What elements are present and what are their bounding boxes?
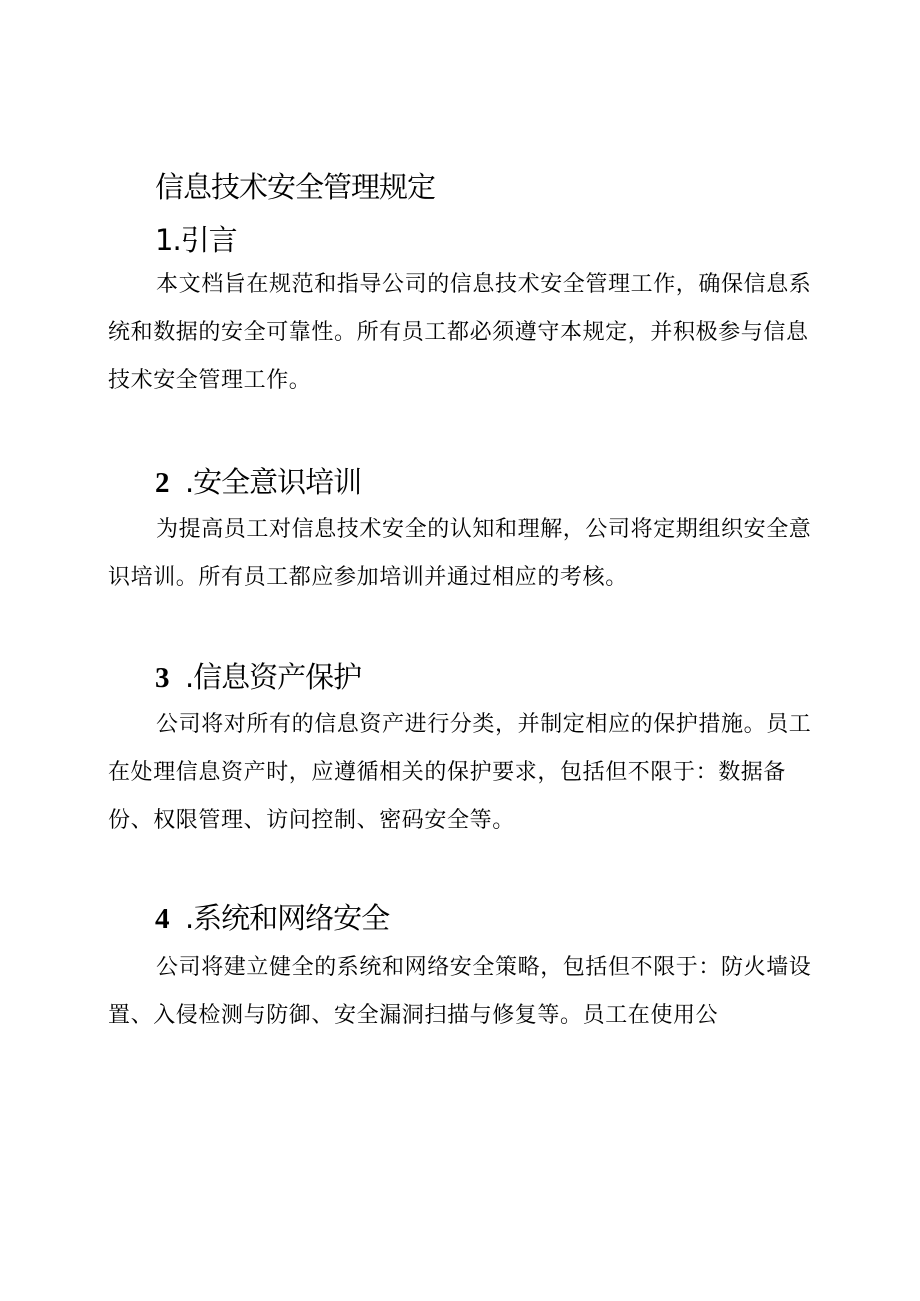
section-4-title: .系统和网络安全 xyxy=(184,901,390,935)
section-3-number: 3 xyxy=(155,662,169,694)
section-2-heading xyxy=(155,460,361,505)
section-3-heading xyxy=(155,655,361,700)
section-3-title: .信息资产保护 xyxy=(184,660,362,694)
section-1-number: 1. xyxy=(155,223,181,257)
document-title: 信息技术安全管理规定 xyxy=(155,170,436,204)
section-4-heading xyxy=(155,896,389,941)
section-2-title: .安全意识培训 xyxy=(184,465,362,499)
section-1-heading xyxy=(155,218,237,262)
section-4-number: 4 xyxy=(155,903,169,935)
section-3-body: 公司将对所有的信息资产进行分类，并制定相应的保护措施。员工在处理信息资产时，应遵循相关的保护要求，包括但不限于：数据备份、权限管理、访问控制、密码安全等。 xyxy=(108,712,812,833)
section-4-body: 公司将建立健全的系统和网络安全策略，包括但不限于：防火墙设置、入侵检测与防御、安全漏洞扫描与修复等。员工在使用公 xyxy=(108,955,812,1028)
section-2-body: 为提高员工对信息技术安全的认知和理解，公司将定期组织安全意识培训。所有员工都应参加培训并通过相应的考核。 xyxy=(108,517,812,590)
section-1-body: 本文档旨在规范和指导公司的信息技术安全管理工作，确保信息系统和数据的安全可靠性。所有员工都必须遵守本规定，并积极参与信息技术安全管理工作。 xyxy=(108,272,812,393)
section-2-number: 2 xyxy=(155,467,169,499)
section-1-title: 引言 xyxy=(180,223,237,257)
